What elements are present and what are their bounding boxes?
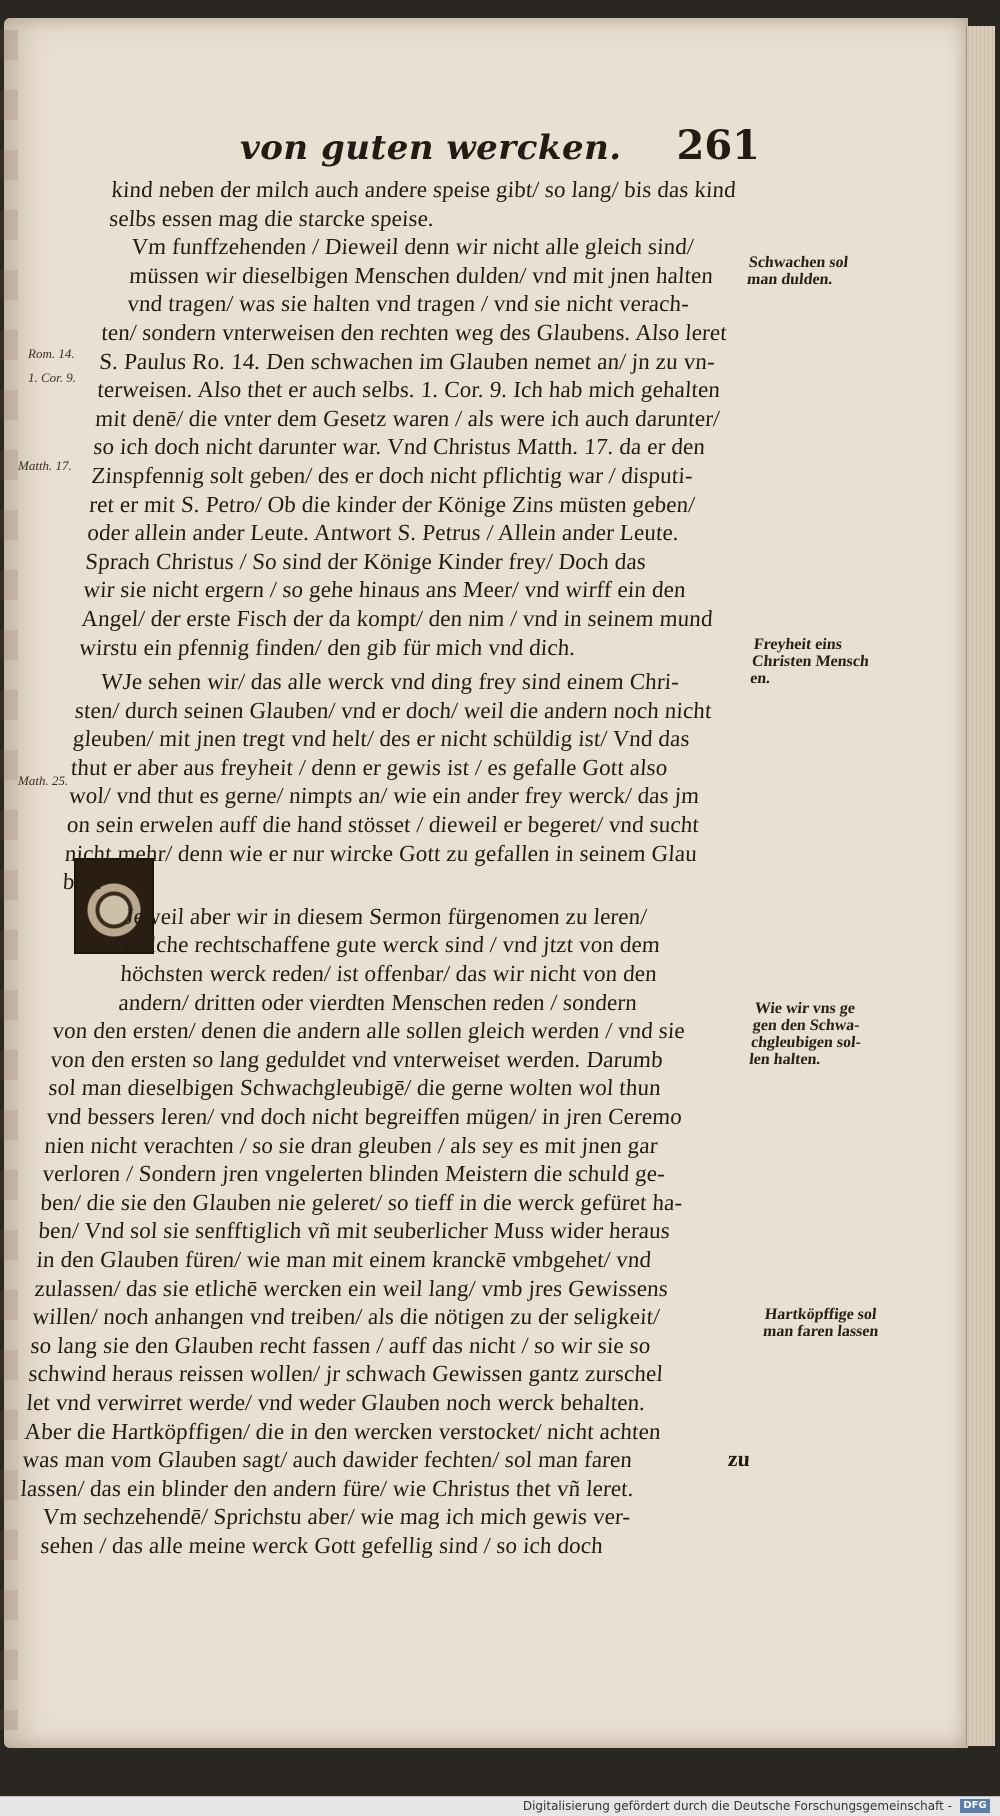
binding-gutter xyxy=(0,30,18,1730)
text-line: von den ersten/ denen die andern alle sollen gleich werden / vnd sie xyxy=(51,1018,686,1044)
digitization-footer xyxy=(0,1796,1000,1816)
text-line: selbs essen mag die starcke speise. xyxy=(108,205,435,231)
text-line: nicht mehr/ denn wie er nur wircke Gott zu gefallen in seinem Glau xyxy=(64,840,698,866)
margin-note-schwachen: Schwachen sol man dulden. xyxy=(746,254,849,288)
text-line: lassen/ das ein blinder den andern füre/ wie Christus thet vñ leret. xyxy=(19,1475,635,1501)
margin-ref-cor: 1. Cor. 9. xyxy=(28,370,77,385)
text-line: schwind heraus reissen wollen/ jr schwach Gewissen gantz zurschel xyxy=(27,1361,664,1387)
text-line: Vm funffzehenden / Dieweil denn wir nicht alle gleich sind/ xyxy=(130,234,695,260)
text-line: wol/ vnd thut es gerne/ nimpts an/ wie ein ander frey werck/ das jm xyxy=(68,783,701,809)
text-line: so lang sie den Glauben recht fassen / auff das nicht / so wir sie so xyxy=(29,1332,652,1358)
catchword: zu xyxy=(727,1446,751,1471)
text-line: verloren / Sondern jren vngelerten blinden Meistern die schuld ge- xyxy=(41,1161,666,1187)
margin-note-freyheit: Freyheit eins Christen Mensch en. xyxy=(749,636,870,687)
margin-note-schwachgleubigen: Wie wir vns ge gen den Schwa- chgleubigen sol- len halten. xyxy=(748,1000,862,1068)
text-line: kind neben der milch auch andere speise gibt/ so lang/ bis das kind xyxy=(110,177,737,202)
page-edge xyxy=(966,26,995,1746)
text-line: Jeweil aber wir in diesem Sermon fürgenomen zu leren/ xyxy=(123,903,648,929)
margin-ref-matth: Matth. 17. xyxy=(18,458,72,473)
text-line: vnd tragen/ was sie halten vnd tragen / vnd sie nicht verach- xyxy=(126,291,690,317)
text-line: Zinspfennig solt geben/ des er doch nicht pflichtig war / disputi- xyxy=(90,462,694,488)
running-head xyxy=(240,122,760,178)
text-line: andern/ dritten oder vierdten Menschen reden / sondern xyxy=(117,989,638,1015)
text-line: terweisen. Also thet er auch selbs. 1. Cor. 9. Ich hab mich gehalten xyxy=(96,377,722,403)
page-number: 261 xyxy=(676,122,760,169)
text-line: was man vom Glauben sagt/ auch dawider fechten/ sol man faren xyxy=(21,1447,634,1473)
text-line: nien nicht verachten / so sie dran gleuben / als sey es mit jnen gar xyxy=(43,1132,659,1158)
text-line: sol man dieselbigen Schwachgleubigē/ die gerne wolten wol thun xyxy=(47,1075,662,1101)
text-line: on sein erwelen auff die hand stösset / dieweil er begeret/ vnd sucht xyxy=(66,812,700,838)
text-line: ret er mit S. Petro/ Ob die kinder der Könige Zins müsten geben/ xyxy=(88,491,696,517)
text-line: sten/ durch seinen Glauben/ vnd er doch/ weil die andern noch nicht xyxy=(74,697,713,723)
text-line: WJe sehen wir/ das alle werck vnd ding frey sind einem Chri- xyxy=(100,669,681,695)
text-line: ben/ die sie den Glauben nie geleret/ so tieff in die werck gefüret ha- xyxy=(39,1189,684,1215)
text-line: ben/ Vnd sol sie senfftiglich vñ mit seuberlicher Muss wider heraus xyxy=(37,1218,671,1244)
text-line: oder allein ander Leute. Antwort S. Petrus / Allein ander Leute. xyxy=(86,520,680,546)
margin-ref-rom: Rom. 14. xyxy=(28,346,75,361)
text-line: Aber die Hartköpffigen/ die in den wercken verstocket/ nicht achten xyxy=(23,1418,662,1444)
text-line: mit denē/ die vnter dem Gesetz waren / als were ich auch darunter/ xyxy=(94,405,721,431)
text-line: let vnd verwirret werde/ vnd weder Glauben noch werck behalten. xyxy=(25,1389,647,1415)
text-line: wirstu ein pfennig finden/ den gib für mich vnd dich. xyxy=(78,634,577,660)
text-line: Sprach Christus / So sind der Könige Kinder frey/ Doch das xyxy=(84,548,647,574)
margin-note-hartkoepffige: Hartköpffige sol man faren lassen xyxy=(762,1306,880,1340)
footer-credit: Digitalisierung gefördert durch die Deutsche Forschungsgemeinschaft - xyxy=(522,1799,952,1813)
text-line: in den Glauben füren/ wie man mit einem kranckē vmbgehet/ vnd xyxy=(35,1246,653,1272)
text-line: vnd bessers leren/ vnd doch nicht begreiffen mügen/ in jren Ceremo xyxy=(45,1104,683,1129)
text-line: von den ersten so lang geduldet vnd vnterweiset werden. Darumb xyxy=(49,1046,664,1072)
text-line: ten/ sondern vnterweisen den rechten weg des Glaubens. Also leret xyxy=(100,319,728,345)
margin-ref-math: Math. 25. xyxy=(18,773,69,788)
text-line: zulassen/ das sie etlichē wercken ein weil lang/ vmb jres Gewissens xyxy=(33,1275,669,1301)
text-line: so ich doch nicht darunter war. Vnd Christus Matth. 17. da er den xyxy=(92,434,707,460)
text-line: ben. xyxy=(62,869,104,895)
text-line: gleuben/ mit jnen tregt vnd helt/ des er nicht schüldig ist/ Vnd das xyxy=(72,726,691,752)
running-title: von guten wercken. xyxy=(240,128,622,168)
body-text xyxy=(16,176,803,1561)
text-line: willen/ noch anhangen vnd treiben/ als die nötigen zu der seligkeit/ xyxy=(31,1304,661,1330)
dfg-logo: DFG xyxy=(960,1799,990,1813)
text-line: welche rechtschaffene gute werck sind / vnd jtzt von dem xyxy=(121,932,661,958)
text-line: sehen / das alle meine werck Gott gefellig sind / so ich doch xyxy=(39,1532,604,1558)
text-line: Vm sechzehendē/ Sprichstu aber/ wie mag ich mich gewis ver- xyxy=(41,1504,632,1530)
text-line: höchsten werck reden/ ist offenbar/ das wir nicht von den xyxy=(119,961,658,987)
text-line: S. Paulus Ro. 14. Den schwachen im Glauben nemet an/ jn zu vn- xyxy=(98,348,716,374)
text-line: Angel/ der erste Fisch der da kompt/ den nim / vnd in seinem mund xyxy=(80,605,714,631)
text-line: müssen wir dieselbigen Menschen dulden/ vnd mit jnen halten xyxy=(128,262,715,288)
text-line: wir sie nicht ergern / so gehe hinaus ans Meer/ vnd wirff ein den xyxy=(82,577,687,603)
text-line: thut er aber aus freyheit / denn er gewis ist / es gefalle Gott also xyxy=(70,754,669,780)
